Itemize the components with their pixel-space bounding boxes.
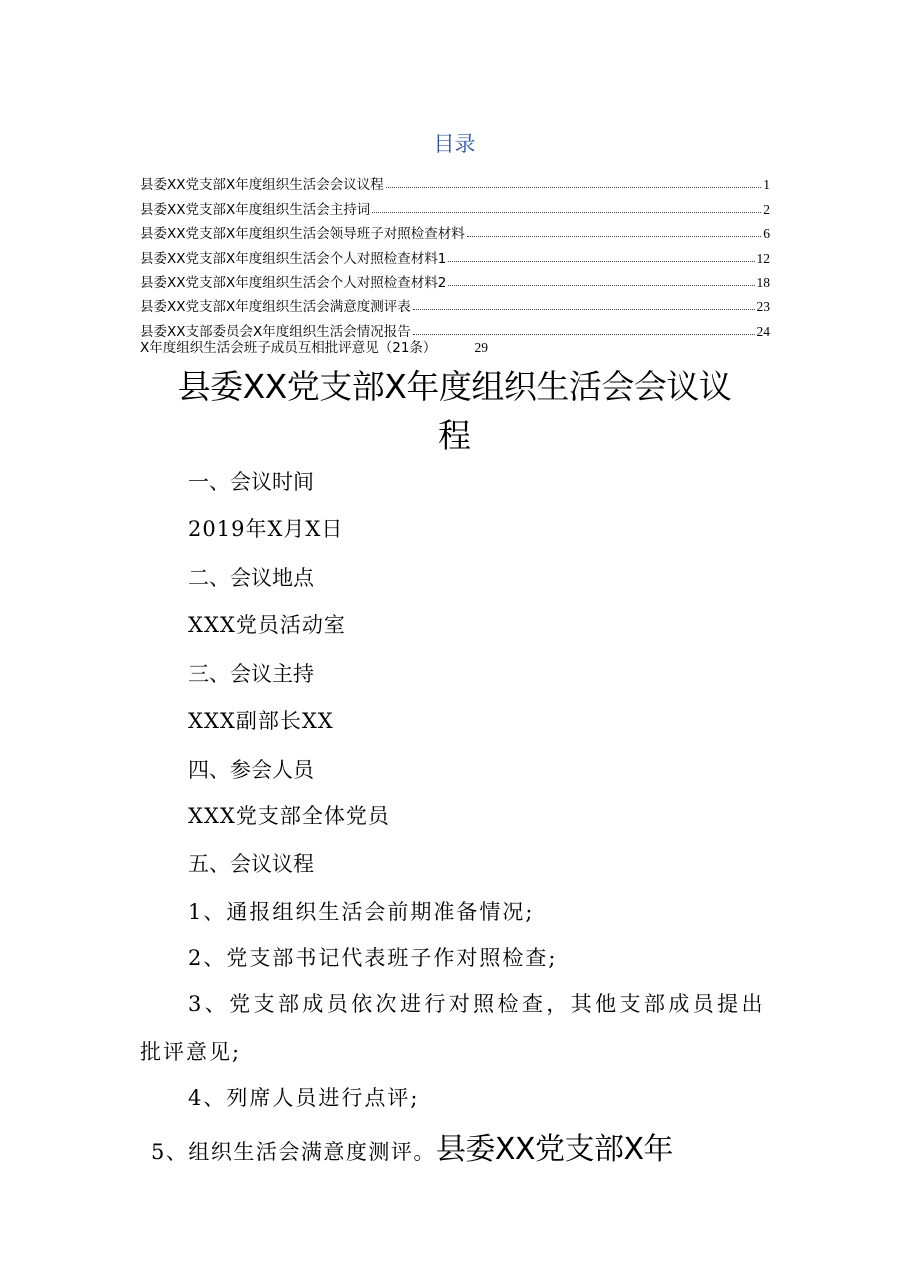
toc-title: 目录 bbox=[433, 132, 476, 156]
agenda-item-5-line bbox=[151, 1124, 673, 1168]
toc-entry-last[interactable] bbox=[140, 336, 488, 356]
toc-entry-text: 县委XX党支部X年度组织生活会领导班子对照检查材料 bbox=[140, 226, 465, 243]
toc-leader-dots bbox=[413, 309, 755, 310]
toc-entry-page: 1 bbox=[763, 177, 770, 193]
toc-entry-text: 县委XX党支部X年度组织生活会个人对照检查材料1 bbox=[140, 250, 447, 267]
toc-leader-dots bbox=[448, 285, 754, 286]
next-document-title-fragment: 县委XX党支部X年 bbox=[435, 1132, 674, 1167]
section-heading-time: 一、会议时间 bbox=[188, 470, 314, 494]
agenda-item-4: 4、列席人员进行点评; bbox=[188, 1086, 420, 1110]
toc-entry[interactable] bbox=[140, 193, 770, 217]
agenda-item-2: 2、党支部书记代表班子作对照检查; bbox=[188, 946, 558, 970]
section-value-time: 2019年X月X日 bbox=[188, 517, 344, 541]
toc-entry-text: 县委XX支部委员会X年度组织生活会情况报告 bbox=[140, 323, 411, 340]
toc-entry-text: 县委XX党支部X年度组织生活会主持词 bbox=[140, 201, 371, 218]
agenda-item-5: 5、组织生活会满意度测评。 bbox=[151, 1140, 436, 1164]
section-value-host: XXX副部长XX bbox=[188, 709, 334, 733]
toc-entry-page: 2 bbox=[763, 201, 770, 217]
toc-entry-page: 12 bbox=[756, 250, 770, 266]
document-title bbox=[0, 362, 909, 460]
document-title-line2: 程 bbox=[438, 416, 471, 455]
toc-entry-text: 县委XX党支部X年度组织生活会会议议程 bbox=[140, 177, 384, 194]
section-value-location: XXX党员活动室 bbox=[188, 613, 346, 637]
section-heading-location: 二、会议地点 bbox=[188, 566, 314, 590]
toc-entry[interactable] bbox=[140, 267, 770, 291]
toc-entry[interactable] bbox=[140, 218, 770, 242]
section-value-attendees: XXX党支部全体党员 bbox=[188, 804, 390, 828]
section-heading-attendees: 四、参会人员 bbox=[188, 758, 314, 782]
table-of-contents bbox=[140, 169, 770, 340]
toc-entry[interactable] bbox=[140, 169, 770, 193]
toc-entry-page: 29 bbox=[474, 340, 488, 355]
section-heading-agenda: 五、会议议程 bbox=[188, 852, 314, 876]
toc-entry-text: 县委XX党支部X年度组织生活会满意度测评表 bbox=[140, 299, 411, 316]
toc-entry-page: 23 bbox=[756, 299, 770, 315]
agenda-item-3-line1: 3、党支部成员依次进行对照检查，其他支部成员提出 bbox=[188, 992, 766, 1016]
toc-leader-dots bbox=[372, 212, 761, 213]
agenda-item-1: 1、通报组织生活会前期准备情况; bbox=[188, 900, 535, 924]
toc-entry-page: 18 bbox=[756, 274, 770, 290]
toc-entry-page: 6 bbox=[763, 226, 770, 242]
toc-entry-page: 24 bbox=[756, 323, 770, 339]
toc-entry[interactable] bbox=[140, 242, 770, 266]
toc-leader-dots bbox=[467, 236, 762, 237]
document-title-line1: 县委XX党支部X年度组织生活会会议议 bbox=[177, 367, 732, 406]
toc-entry-text: 县委XX党支部X年度组织生活会个人对照检查材料2 bbox=[140, 274, 447, 291]
toc-leader-dots bbox=[413, 334, 755, 335]
toc-leader-dots bbox=[448, 261, 754, 262]
toc-entry[interactable] bbox=[140, 291, 770, 315]
agenda-item-3-line2: 批评意见; bbox=[140, 1040, 242, 1064]
toc-leader-dots bbox=[386, 187, 762, 188]
toc-entry-text: X年度组织生活会班子成员互相批评意见（21条） bbox=[140, 340, 437, 356]
section-heading-host: 三、会议主持 bbox=[188, 662, 314, 686]
